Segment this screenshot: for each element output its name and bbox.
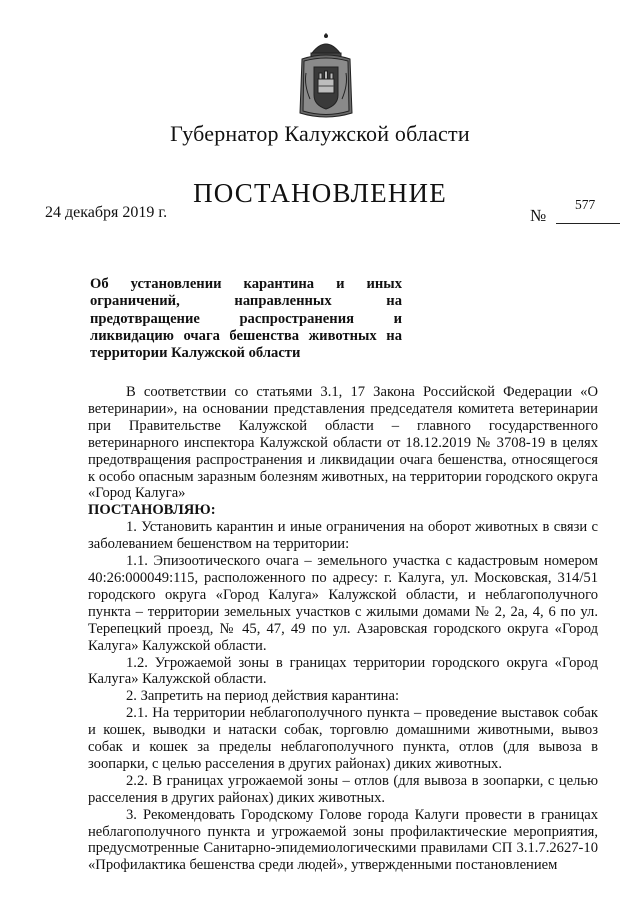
issuer-title: Губернатор Калужской области bbox=[170, 121, 470, 146]
preamble-paragraph: В соответствии со статьями 3.1, 17 Закона Российской Федерации «О ветеринарии», на основании представления председателя комитета ветеринарии при Правительстве Калужской области – главного государственного ветеринарного инспектора Калужской области от 18.12.2019 № 3708-19 в целях предотвращения распространения и ликвидации очага бешенства, относящегося к особо опасным заразным болезням животных, на территории городского округа «Город Калуга» bbox=[88, 384, 598, 502]
document-type-heading: ПОСТАНОВЛЕНИЕ bbox=[193, 178, 447, 208]
paragraph-1-2: 1.2. Угрожаемой зоны в границах территории городского округа «Город Калуга» Калужской области. bbox=[88, 654, 598, 688]
document-number: 577 bbox=[575, 197, 596, 212]
document-date: 24 декабря 2019 г. bbox=[45, 204, 168, 221]
number-underline bbox=[556, 223, 620, 224]
paragraph-1: 1. Установить карантин и иные ограничения на оборот животных в связи с заболеванием бешенством на территории: bbox=[88, 519, 598, 553]
paragraph-3: 3. Рекомендовать Городскому Голове города Калуги провести в границах неблагополучного пункта и угрожаемой зоны профилактические мероприятия, предусмотренные Санитарно-эпидемиологическими правилами СП 3.1.7.2627-10 «Профилактика бешенства среди людей», утвержденными постановлением bbox=[88, 806, 598, 874]
document-body bbox=[88, 384, 598, 874]
decree-word: ПОСТАНОВЛЯЮ: bbox=[88, 502, 216, 519]
coat-of-arms-icon bbox=[298, 33, 354, 121]
document-number-block bbox=[530, 197, 620, 231]
document-subject: Об установлении карантина и иных ограничений, направленных на предотвращение распространения и ликвидацию очага бешенства животных на территории Калужской области bbox=[90, 276, 402, 362]
paragraph-2-2: 2.2. В границах угрожаемой зоны – отлов (для вывоза в зоопарки, с целью расселения в других районах) диких животных. bbox=[88, 772, 598, 806]
paragraph-2-1: 2.1. На территории неблагополучного пункта – проведение выставок собак и кошек, выводки и натаски собак, торговлю домашними животными, вывоз собак и кошек за пределы неблагополучного пункта, отлов (для вывоза в зоопарки, с целью расселения в других районах) диких животных. bbox=[88, 705, 598, 772]
paragraph-1-1: 1.1. Эпизоотического очага – земельного участка с кадастровым номером 40:26:000049:115, расположенного по адресу: г. Калуга, ул. Московская, 314/51 городского округа «Город Калуга» Калужской области, и неблагополучного пункта – территории земельных участков с жилыми домами № 2, 2а, 4, 6 по ул. Терепецкий проезд, № 45, 47, 49 по ул. Азаровская городского округа «Город Калуга» Калужской области. bbox=[88, 553, 598, 654]
paragraph-2: 2. Запретить на период действия карантина: bbox=[126, 688, 400, 705]
number-sign: № bbox=[530, 206, 547, 225]
